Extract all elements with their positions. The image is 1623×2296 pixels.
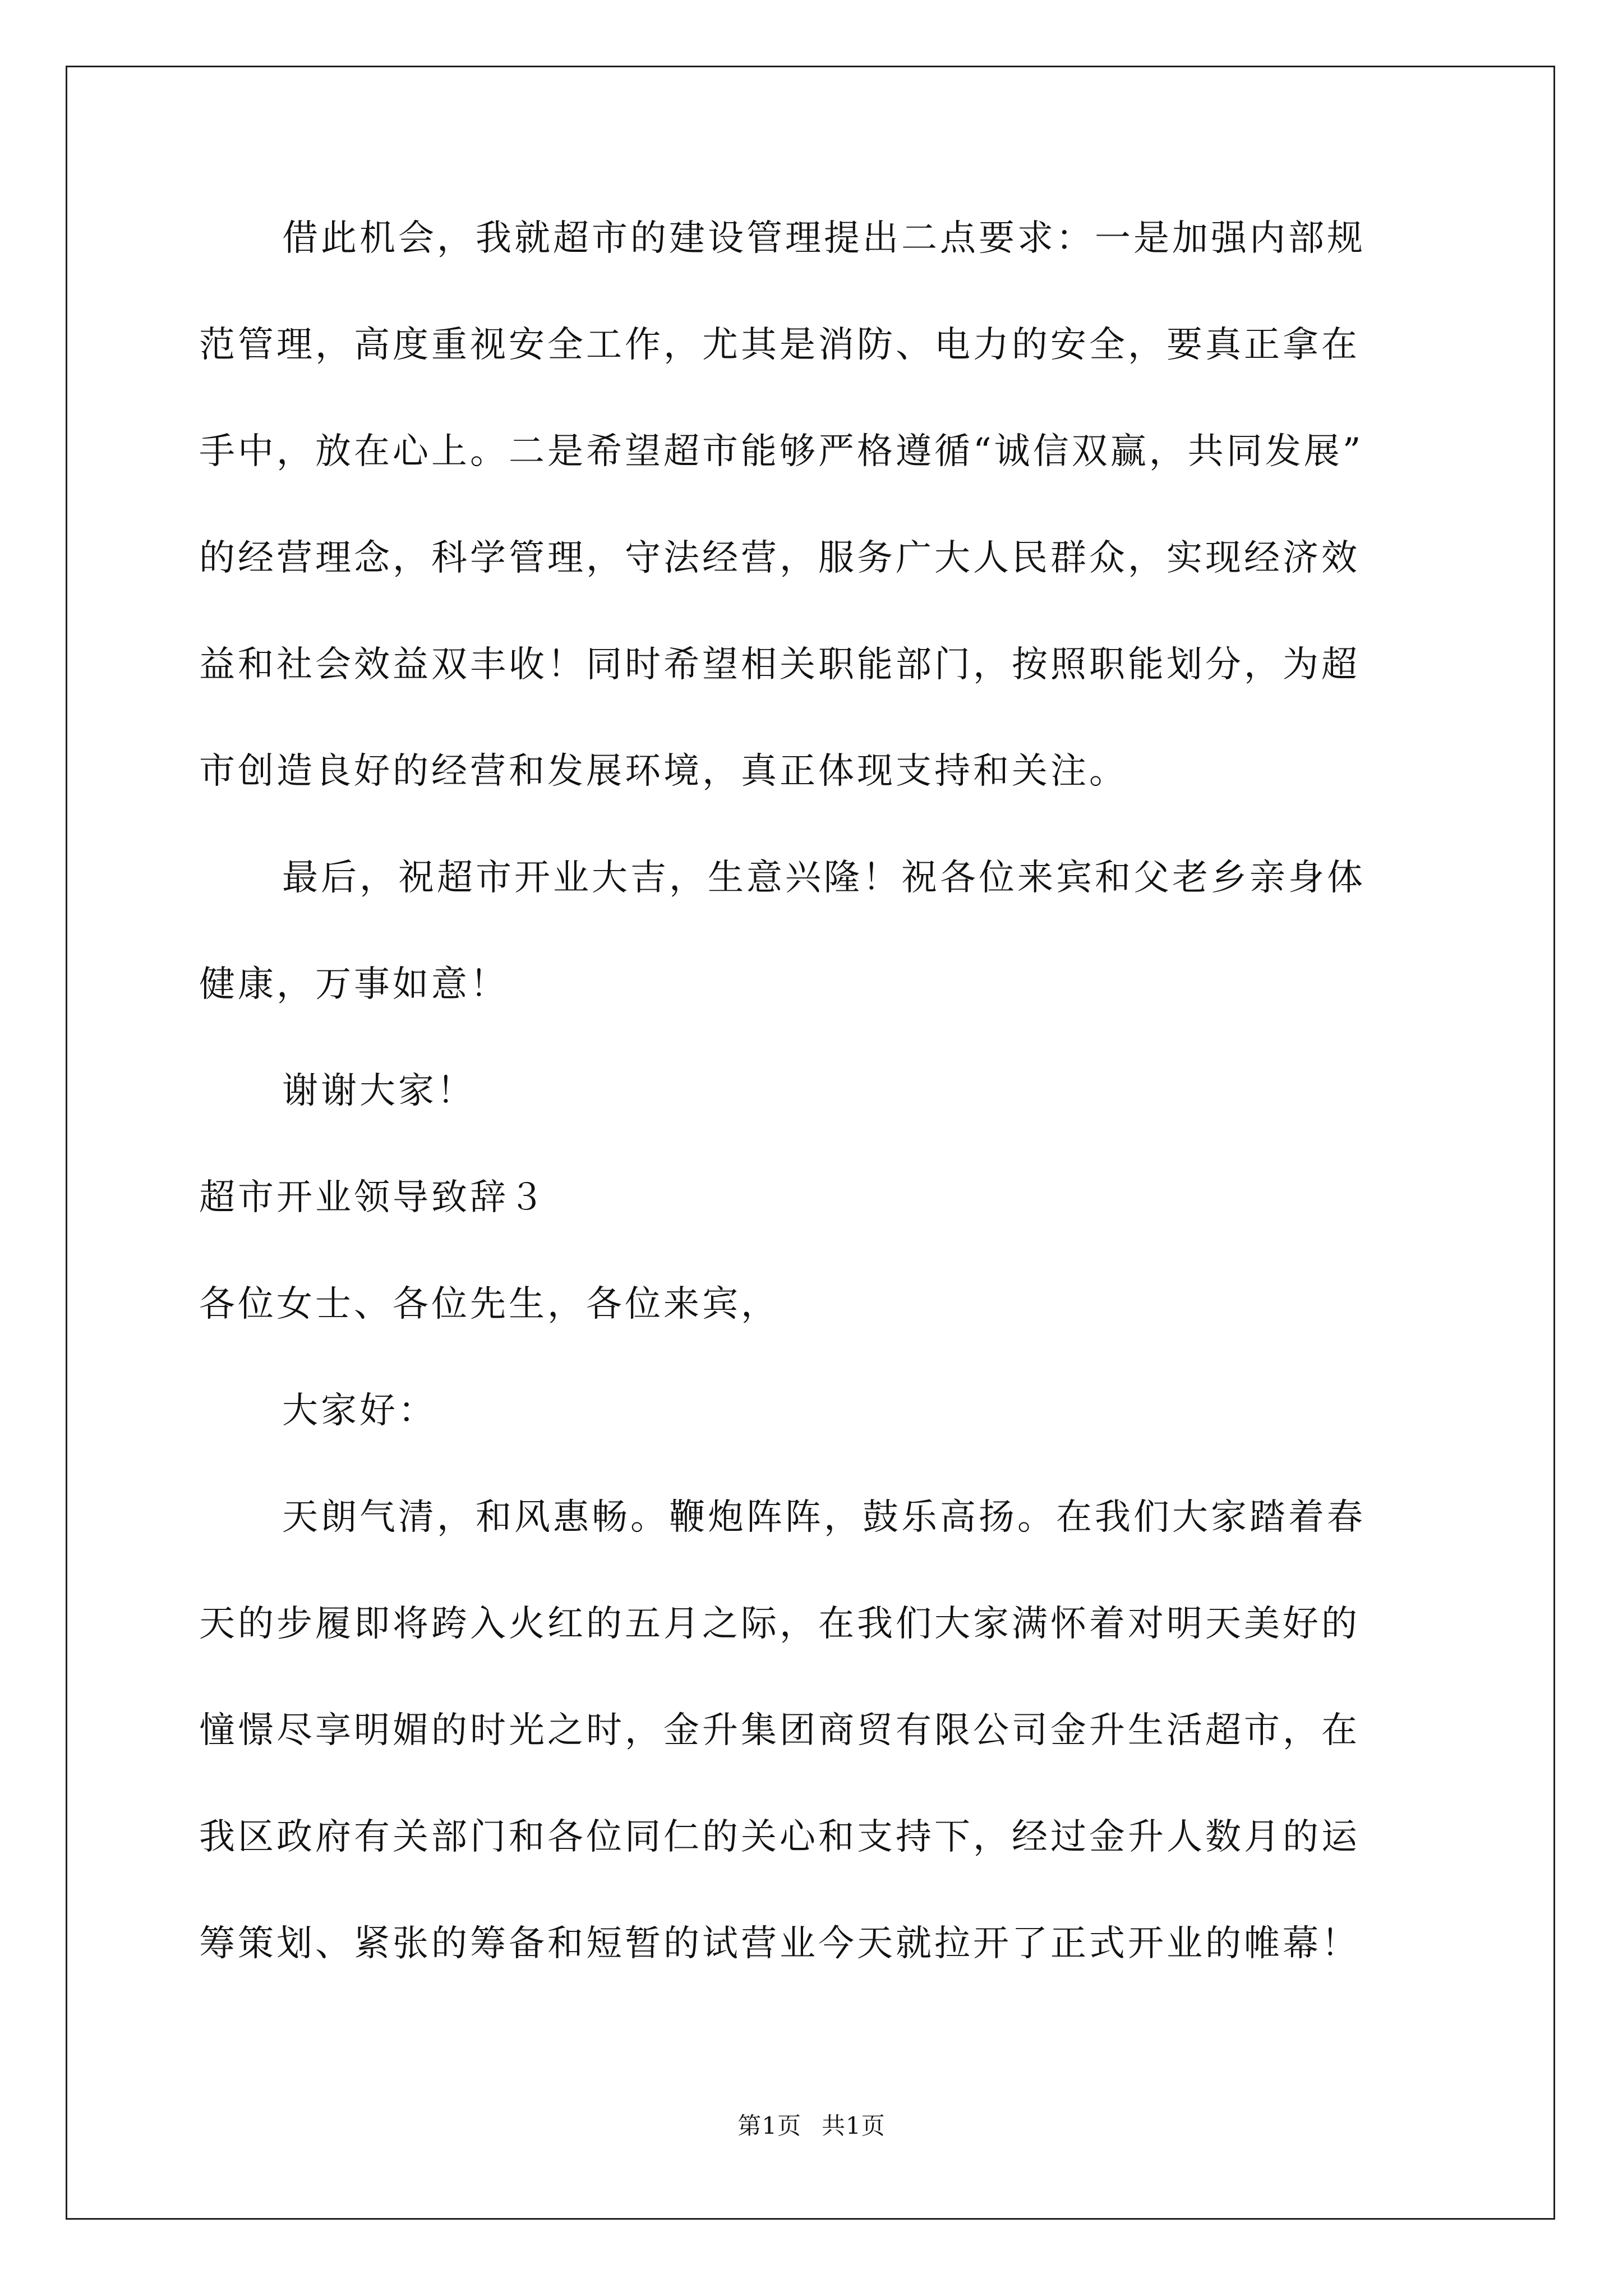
paragraph-line: 手中，放在心上。二是希望超市能够严格遵循“诚信双赢，共同发展” — [199, 431, 1364, 472]
paragraph-line: 益和社会效益双丰收！同时希望相关职能部门，按照职能划分，为超 — [199, 644, 1360, 685]
paragraph-line: 天的步履即将跨入火红的五月之际，在我们大家满怀着对明天美好的 — [199, 1603, 1360, 1645]
paragraph-line: 市创造良好的经营和发展环境，真正体现支持和关注。 — [199, 751, 1128, 792]
paragraph-line: 的经营理念，科学管理，守法经营，服务广大人民群众，实现经济效 — [199, 537, 1360, 579]
paragraph-line: 健康，万事如意！ — [199, 964, 509, 1005]
section-heading: 超市开业领导致辞３ — [199, 1177, 547, 1218]
paragraph-line: 憧憬尽享明媚的时光之时，金升集团商贸有限公司金升生活超市，在 — [199, 1710, 1360, 1751]
page-footer — [0, 2109, 1623, 2143]
page-border — [66, 66, 1555, 2220]
salutation: 各位女士、各位先生，各位来宾， — [199, 1283, 780, 1325]
paragraph-line: 筹策划、紧张的筹备和短暂的试营业今天就拉开了正式开业的帷幕！ — [199, 1923, 1360, 1964]
paragraph-line: 我区政府有关部门和各位同仁的关心和支持下，经过金升人数月的运 — [199, 1816, 1360, 1858]
paragraph-line: 天朗气清，和风惠畅。鞭炮阵阵，鼓乐高扬。在我们大家踏着春 — [282, 1497, 1366, 1538]
paragraph-line: 借此机会，我就超市的建设管理提出二点要求：一是加强内部规 — [282, 218, 1366, 259]
paragraph-line: 范管理，高度重视安全工作，尤其是消防、电力的安全，要真正拿在 — [199, 324, 1360, 366]
page-number: 第1页 — [737, 2112, 801, 2139]
page-total: 共1页 — [822, 2112, 886, 2139]
paragraph-line: 最后，祝超市开业大吉，生意兴隆！祝各位来宾和父老乡亲身体 — [282, 857, 1366, 899]
paragraph-line: 谢谢大家！ — [282, 1070, 476, 1112]
greeting: 大家好： — [282, 1390, 437, 1432]
